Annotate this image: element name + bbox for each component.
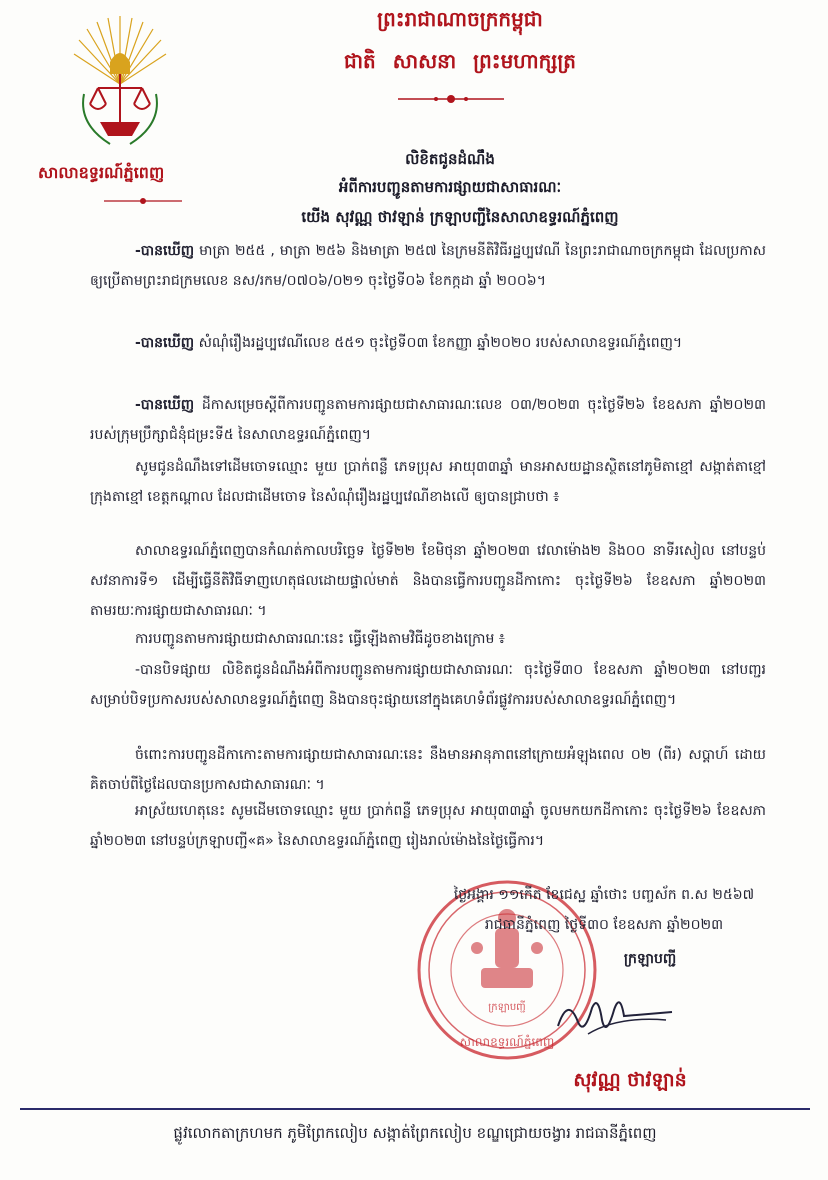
footer-address: ផ្លូវលោកតាក្រហមក ភូមិព្រែកលៀប សង្កាត់ព្រែកលៀប ខណ្ឌជ្រោយចង្វារ រាជធានីភ្នំពេញ bbox=[173, 1124, 657, 1142]
paragraph-1 bbox=[90, 236, 766, 296]
lunar-date: ថ្ងៃអង្គារ ១១កើត ខែជេស្ឋ ឆ្នាំថោះ បញ្ចស័ក ព.ស ២៥៦៧ bbox=[453, 887, 755, 903]
ornament-divider-small bbox=[102, 196, 184, 206]
court-name: សាលាឧទ្ធរណ៍ភ្នំពេញ bbox=[38, 163, 165, 182]
seal-inner-text: ក្រឡាបញ្ជី bbox=[488, 1002, 526, 1013]
lead-label: -បានឃើញ bbox=[135, 243, 195, 259]
handwritten-signature bbox=[548, 986, 678, 1046]
ornament-divider bbox=[396, 92, 506, 106]
signer-role: ក្រឡាបញ្ជី bbox=[623, 951, 677, 967]
paragraph-3 bbox=[90, 390, 766, 450]
kingdom-name: ព្រះរាជាណាចក្រកម្ពុជា bbox=[377, 7, 543, 31]
signer-name: សុវណ្ណ ថាវឡាន់ bbox=[573, 1069, 687, 1091]
footer-rule bbox=[20, 1108, 810, 1110]
notice-issuer: យើង សុវណ្ណ ថាវឡាន់ ក្រឡាបញ្ជីនៃសាលាឧទ្ធរណ៍ភ្នំពេញ bbox=[301, 208, 619, 226]
notice-title: លិខិតជូនដំណឹង bbox=[405, 150, 495, 168]
seal-text: សាលាឧទ្ធរណ៍ភ្នំពេញ bbox=[459, 1035, 555, 1049]
paragraph-7: -បានបិទផ្សាយ លិខិតជូនដំណឹងអំពីការបញ្ជូនតាមការផ្សាយជាសាធារណៈ ចុះថ្ងៃទី៣០ ខែឧសភា ឆ្នាំ២០២៣ នៅបញ្ជរសម្រាប់បិទប្រកាសរបស់សាលាឧទ្ធរណ៍ភ្នំពេញ និងបានចុះផ្សាយនៅក្នុងគេហទំព័រផ្លូវការរបស់សាលាឧទ្ធរណ៍ភ្នំពេញ។ bbox=[90, 662, 766, 708]
lead-label: -បានឃើញ bbox=[135, 397, 195, 413]
notice-subtitle: អំពីការបញ្ជូនតាមការផ្សាយជាសាធារណៈ bbox=[338, 178, 562, 196]
lead-label: -បានឃើញ bbox=[135, 335, 195, 351]
paragraph-text: មាត្រា ២៥៥ , មាត្រា ២៥៦ និងមាត្រា ២៥៧ នៃក្រមនីតិវិធីរដ្ឋប្បវេណី នៃព្រះរាជាណាចក្រកម្ពុជា ដែលប្រកាសឲ្យប្រើតាមព្រះរាជក្រមលេខ នស/រកម/០៧០៦/០២១ ចុះថ្ងៃទី០៦ ខែកក្កដា ឆ្នាំ ២០០៦។ bbox=[90, 243, 767, 289]
court-emblem-logo bbox=[70, 14, 170, 154]
paragraph-6: ការបញ្ជូនតាមការផ្សាយជាសាធារណៈនេះ ធ្វើឡើងតាមវិធីដូចខាងក្រោម ៖ bbox=[135, 631, 505, 647]
paragraph-text: ដីកាសម្រេចស្តីពីការបញ្ជូនតាមការផ្សាយជាសាធារណៈលេខ ០៣/២០២៣ ចុះថ្ងៃទី២៦ ខែឧសភា ឆ្នាំ២០២៣ របស់ក្រុមប្រឹក្សាជំនុំជម្រះទី៥ នៃសាលាឧទ្ធរណ៍ភ្នំពេញ។ bbox=[90, 397, 767, 443]
paragraph-8: ចំពោះការបញ្ជូនដីកាកោះតាមការផ្សាយជាសាធារណៈនេះ នឹងមានអានុភាពនៅក្រោយអំឡុងពេល ០២ (ពីរ) សប្តាហ៍ ដោយគិតចាប់ពីថ្ងៃដែលបានប្រកាសជាសាធារណៈ ។ bbox=[90, 747, 766, 793]
paragraph-9: អាស្រ័យហេតុនេះ សូមដើមចោទឈ្មោះ មួយ ប្រាក់ពន្លឺ ភេទប្រុស អាយុ៣៣ឆ្នាំ ចូលមកយកដីកាកោះ ចុះថ្ងៃទី២៦ ខែឧសភា ឆ្នាំ២០២៣ នៅបន្ទប់ក្រឡាបញ្ជី«គ» នៃសាលាឧទ្ធរណ៍ភ្នំពេញ រៀងរាល់ម៉ោងនៃថ្ងៃធ្វើការ។ bbox=[90, 803, 766, 849]
paragraph-5: សាលាឧទ្ធរណ៍ភ្នំពេញបានកំណត់កាលបរិច្ឆេទ ថ្ងៃទី២២ ខែមិថុនា ឆ្នាំ២០២៣ វេលាម៉ោង២ និង០០ នាទីរសៀល នៅបន្ទប់សវនាការទី១ ដើម្បីធ្វើនីតិវិធីទាញហេតុផលដោយផ្ទាល់មាត់ និងបានធ្វើការបញ្ជូនដីកាកោះ ចុះថ្ងៃទី២៦ ខែឧសភា ឆ្នាំ២០២៣ តាមរយៈការផ្សាយជាសាធារណៈ ។ bbox=[90, 543, 766, 619]
paragraph-2 bbox=[90, 328, 766, 358]
place-date: រាជធានីភ្នំពេញ ថ្ងៃទី៣០ ខែឧសភា ឆ្នាំ២០២៣ bbox=[484, 917, 724, 933]
paragraph-4: សូមជូនដំណឹងទៅដើមចោទឈ្មោះ មួយ ប្រាក់ពន្លឺ ភេទប្រុស អាយុ៣៣ឆ្នាំ មានអាសយដ្ឋានស្ថិតនៅភូមិតាខ្មៅ សង្កាត់តាខ្មៅ ក្រុងតាខ្មៅ ខេត្តកណ្តាល ដែលជាដើមចោទ នៃសំណុំរឿងរដ្ឋប្បវេណីខាងលើ ឲ្យបានជ្រាបថា ៖ bbox=[90, 459, 766, 505]
national-motto: ជាតិ សាសនា ព្រះមហាក្សត្រ bbox=[344, 49, 576, 73]
paragraph-text: សំណុំរឿងរដ្ឋប្បវេណីលេខ ៥៥១ ចុះថ្ងៃទី០៣ ខែកញ្ញា ឆ្នាំ២០២០ របស់សាលាឧទ្ធរណ៍ភ្នំពេញ។ bbox=[198, 335, 683, 351]
